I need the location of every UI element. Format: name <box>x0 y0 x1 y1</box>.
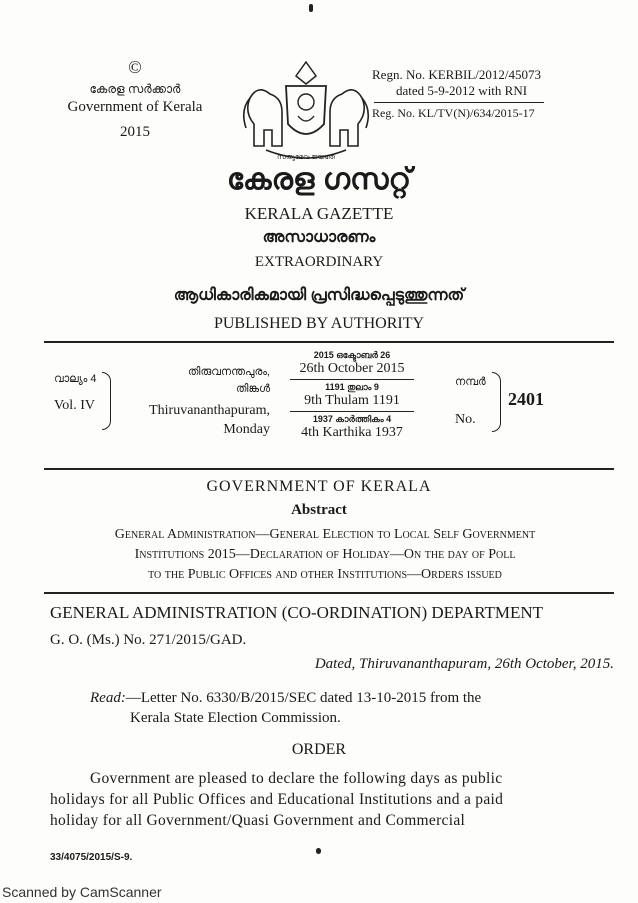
day-malayalam: തിങ്കൾ <box>236 383 270 395</box>
order-line-1: Government are pleased to declare the following days as public <box>90 770 503 787</box>
abstract-line-2: Institutions 2015—Declaration of Holiday—On the day of Poll <box>134 547 516 562</box>
vol-brace <box>102 372 111 430</box>
date1-english: 26th October 2015 <box>299 361 405 376</box>
date2-english: 9th Thulam 1191 <box>304 393 400 408</box>
read-line-1-wrap <box>90 690 481 707</box>
govt-block <box>60 58 210 141</box>
order-line-3: holiday for all Government/Quasi Government and Commercial <box>50 812 466 829</box>
gazette-title-malayalam: കേരള ഗസറ്റ് <box>226 163 412 196</box>
issue-top-rule <box>44 341 614 343</box>
abstract-heading: Abstract <box>291 502 347 518</box>
day-english: Monday <box>223 422 270 437</box>
copyright-symbol: © <box>128 57 142 77</box>
footer-dot <box>316 848 321 854</box>
govt-heading: GOVERNMENT OF KERALA <box>206 478 432 495</box>
print-code: 33/4075/2015/S-9. <box>50 852 133 863</box>
number-brace <box>492 372 501 432</box>
read-label: Read: <box>90 690 126 706</box>
abstract-line-3: to the Public Offices and other Institutions—Orders issued <box>148 567 502 582</box>
scanner-watermark: Scanned by CamScanner <box>2 884 162 900</box>
go-number: G. O. (Ms.) No. 271/2015/GAD. <box>50 632 247 648</box>
abstract-line-1: General Administration—General Election to Local Self Government <box>114 527 536 542</box>
read-line-1: —Letter No. 6330/B/2015/SEC dated 13-10-2015 from the <box>125 690 482 706</box>
number-malayalam: നമ്പർ <box>455 376 486 388</box>
read-line-2: Kerala State Election Commission. <box>130 710 341 726</box>
issue-bottom-rule <box>44 468 614 470</box>
year: 2015 <box>120 124 150 140</box>
department-heading: GENERAL ADMINISTRATION (CO-ORDINATION) DEPARTMENT <box>50 603 544 622</box>
vol-english: Vol. IV <box>54 398 95 413</box>
number-english: No. <box>455 412 476 427</box>
date1-malayalam: 2015 ഒക്ടോബർ 26 <box>313 350 391 360</box>
scan-mark <box>309 4 313 12</box>
state-emblem <box>236 54 376 164</box>
govt-english: Government of Kerala <box>67 99 203 115</box>
authority-malayalam: ആധികാരികമായി പ്രസിദ്ധപ്പെടുത്തുന്നത് <box>173 287 465 304</box>
order-heading: ORDER <box>291 741 347 758</box>
extraordinary-malayalam: അസാധാരണം <box>262 229 376 246</box>
extraordinary-english: EXTRAORDINARY <box>254 254 384 270</box>
issue-dates <box>282 350 422 441</box>
regn-number: Regn. No. KERBIL/2012/45073 <box>372 67 541 82</box>
place-malayalam: തിരുവനന്തപുരം, <box>188 366 270 378</box>
regn-dated: dated 5-9-2012 with RNI <box>396 83 528 98</box>
registration-block <box>372 67 622 121</box>
dated-line: Dated, Thiruvananthapuram, 26th October, 2015. <box>314 656 614 672</box>
authority-english: PUBLISHED BY AUTHORITY <box>213 315 425 332</box>
govt-malayalam: കേരള സർക്കാർ <box>89 82 181 96</box>
vol-malayalam: വാല്യം 4 <box>54 373 97 385</box>
place-english: Thiruvananthapuram, <box>149 403 270 418</box>
department-rule <box>44 592 614 594</box>
emblem-motto: സത്യമേവ ജയതേ <box>277 153 335 161</box>
date3-malayalam: 1937 കാർത്തികം 4 <box>312 414 392 424</box>
order-line-2: holidays for all Public Offices and Educational Institutions and a paid <box>50 791 504 808</box>
reg-number: Reg. No. KL/TV(N)/634/2015-17 <box>372 106 535 120</box>
date2-malayalam: 1191 തുലാം 9 <box>325 382 379 392</box>
date3-english: 4th Karthika 1937 <box>301 425 403 440</box>
gazette-title-english: KERALA GAZETTE <box>244 204 394 223</box>
issue-number: 2401 <box>508 389 544 409</box>
